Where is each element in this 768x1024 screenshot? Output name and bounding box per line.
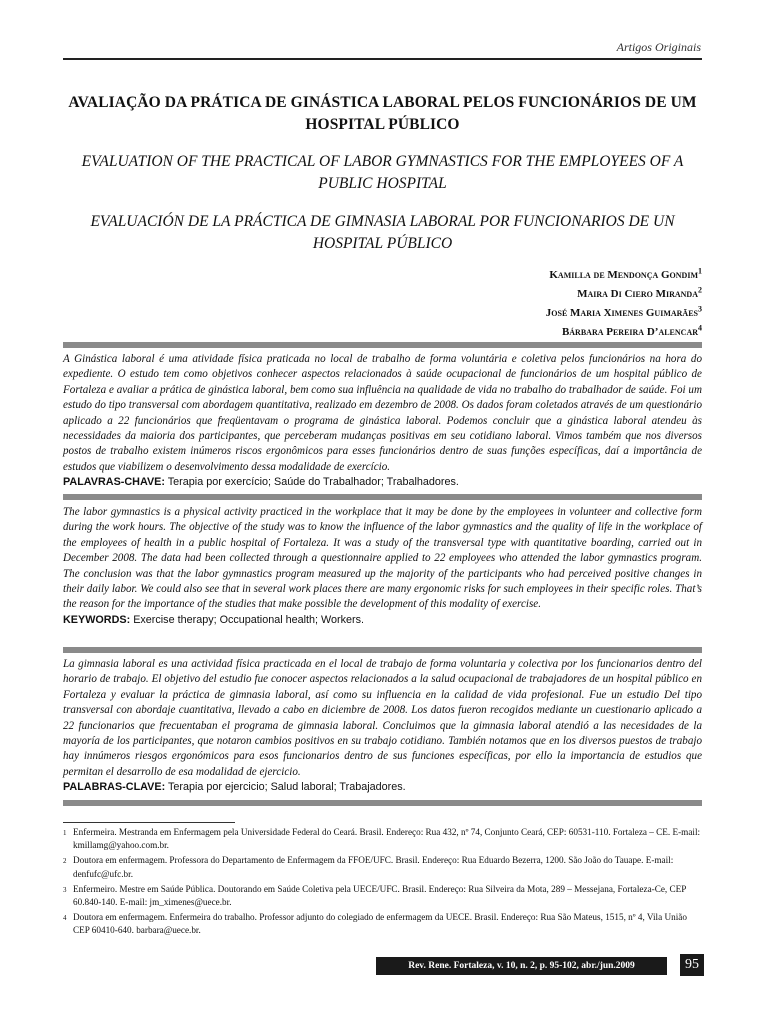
page-number: 95 xyxy=(680,954,704,976)
title-spanish: EVALUACIÓN DE LA PRÁCTICA DE GIMNASIA LABORAL POR FUNCIONARIOS DE UN HOSPITAL PÚBLICO xyxy=(90,213,675,252)
author: José Maria Ximenes Guimarães$^3$ xyxy=(545,304,702,319)
footnote-rule xyxy=(63,822,235,823)
author: Kamilla de Mendonça Gondim$^1$ xyxy=(549,266,702,281)
author-list xyxy=(546,266,702,342)
footnote: 3 Enfermeiro. Mestre em Saúde Pública. Doutorando em Saúde Coletiva pela UECE/UFC. Brasil. Endereço: Rua Silveira da Mota, 289 – Messejana, Fortaleza-Ce, CEP 60.840-140. E-mail: jm_ximenes@uece.br. xyxy=(63,883,687,908)
footnote: 2 Doutora em enfermagem. Professora do Departamento de Enfermagem da FFOE/UFC. Brasil. Endereço: Rua Eduardo Bezerra, 1200. São João do Tauape. E-mail: denfufc@ufc.br. xyxy=(63,855,674,879)
section-divider xyxy=(63,800,702,806)
title-portuguese: AVALIAÇÃO DA PRÁTICA DE GINÁSTICA LABORAL PELOS FUNCIONÁRIOS DE UM HOSPITAL PÚBLICO xyxy=(68,94,697,133)
header-rule xyxy=(63,58,702,60)
footnote: 1 Enfermeira. Mestranda em Enfermagem pela Universidade Federal do Ceará. Brasil. Endereço: Rua 432, nº 74, Conjunto Ceará, CEP: 60531-110. Fortaleza – CE. E-mail: kmillamg@yahoo.com.br. xyxy=(63,827,701,851)
abstract-text: The labor gymnastics is a physical activity practiced in the workplace that it may be done by the employees in volunteer and collective form during the work hours. The objective of the study was to know the influence of the labor gymnastics and the quality of life in the workplace of the employees of health in a public hospital of Fortaleza. It was a study of the transversal type with quantitative boarding, carried out in December 2008. The data had been collected through a questionnaire applied to 22 employees who attended the labor gymnastics program. The conclusion was that the labor gymnastics program measured up the majority of the participants who had perceived positive changes in their daily labor. We could also see that in several work places there are many ergonomic risks for such employees in their specific roles. That’s the reason for the importance of the studies that make possible the development of this modality of exercise. xyxy=(63,506,702,611)
keywords: PALAVRAS-CHAVE: Terapia por exercício; Saúde do Trabalhador; Trabalhadores. xyxy=(63,476,459,489)
title-english: EVALUATION OF THE PRACTICAL OF LABOR GYMNASTICS FOR THE EMPLOYEES OF A PUBLIC HOSPITAL xyxy=(81,153,684,192)
author: Bárbara Pereira D’alencar$^4$ xyxy=(561,323,702,338)
journal-citation: Rev. Rene. Fortaleza, v. 10, n. 2, p. 95-102, abr./jun.2009 xyxy=(376,957,667,975)
section-divider xyxy=(63,647,702,653)
author: Maira Di Ciero Miranda$^2$ xyxy=(577,285,702,300)
abstract-portuguese xyxy=(63,352,702,491)
abstract-english xyxy=(63,505,702,628)
footnote: 4 Doutora em enfermagem. Enfermeira do trabalho. Professor adjunto do colegiado de enfermagem da UECE. Brasil. Endereço: Rua São Mateus, 1515, nº 4, Vila União CEP 60410-640. barbara@uece.br. xyxy=(63,912,687,936)
section-label: Artigos Originais xyxy=(616,40,701,54)
footnotes xyxy=(63,826,704,940)
abstract-text: A Ginástica laboral é uma atividade física praticada no local de trabalho de forma voluntária e coletiva pelos funcionários na hora do expediente. O estudo tem como objetivos conhecer aspectos relacionados à saúde ocupacional de funcionários de um hospital público de Fortaleza e avaliar a prática de ginástica laboral, bem como sua influência na qualidade de vida no trabalho do trabalhador de saúde. Foi um estudo do tipo transversal com abordagem quantitativa, realizado em dezembro de 2008. Os dados foram coletados através de um questionário aplicado a 22 funcionários que freqüentavam o programa de ginástica laboral. Podemos concluir que a ginástica laboral atendeu às necessidades da maioria dos participantes, que perceberam mudanças positivas em seu cotidiano laboral. Vimos também que nos diversos postos de trabalho existem inúmeros riscos ergonômicos para esses funcionários dentro de suas funções específicas, daí a importância de estudos que viabilizem o desenvolvimento dessa modalidade de exercício. xyxy=(63,353,702,473)
section-divider xyxy=(63,342,702,348)
abstract-spanish xyxy=(63,657,702,796)
section-divider xyxy=(63,494,702,500)
keywords: PALABRAS-CLAVE: Terapia por ejercicio; Salud laboral; Trabajadores. xyxy=(63,781,406,794)
keywords: KEYWORDS: Exercise therapy; Occupational health; Workers. xyxy=(63,613,365,626)
abstract-text: La gimnasia laboral es una actividad física practicada en el local de trabajo de forma voluntaria y colectiva por los funcionarios dentro del horario de trabajo. El objetivo del estudio fue conocer aspectos relacionados a la salud ocupacional de trabajadores de un hospital público en Fortaleza y evaluar la práctica de gimnasia laboral, así como su influencia en la calidad de vida profesional. Fue un estudio Del tipo transversal con abordaje cuantitativa, llevado a cabo en diciembre de 2008. Los datos fueron recogidos mediante un cuestionario aplicado a 22 funcionarios que frecuentaban el programa de gimnasia laboral. Concluimos que la gimnasia laboral atendió a las necesidades de la mayoría de los participantes, que notaron cambios positivos en su trabajo cotidiano. También notamos que en los diversos puestos de trabajo hay innúmeros riesgos ergonómicos para esos funcionarios dentro de sus funciones específicas, por ello la importancia de estudios que permitan el desarrollo de esa modalidad de ejercicio. xyxy=(63,658,702,778)
